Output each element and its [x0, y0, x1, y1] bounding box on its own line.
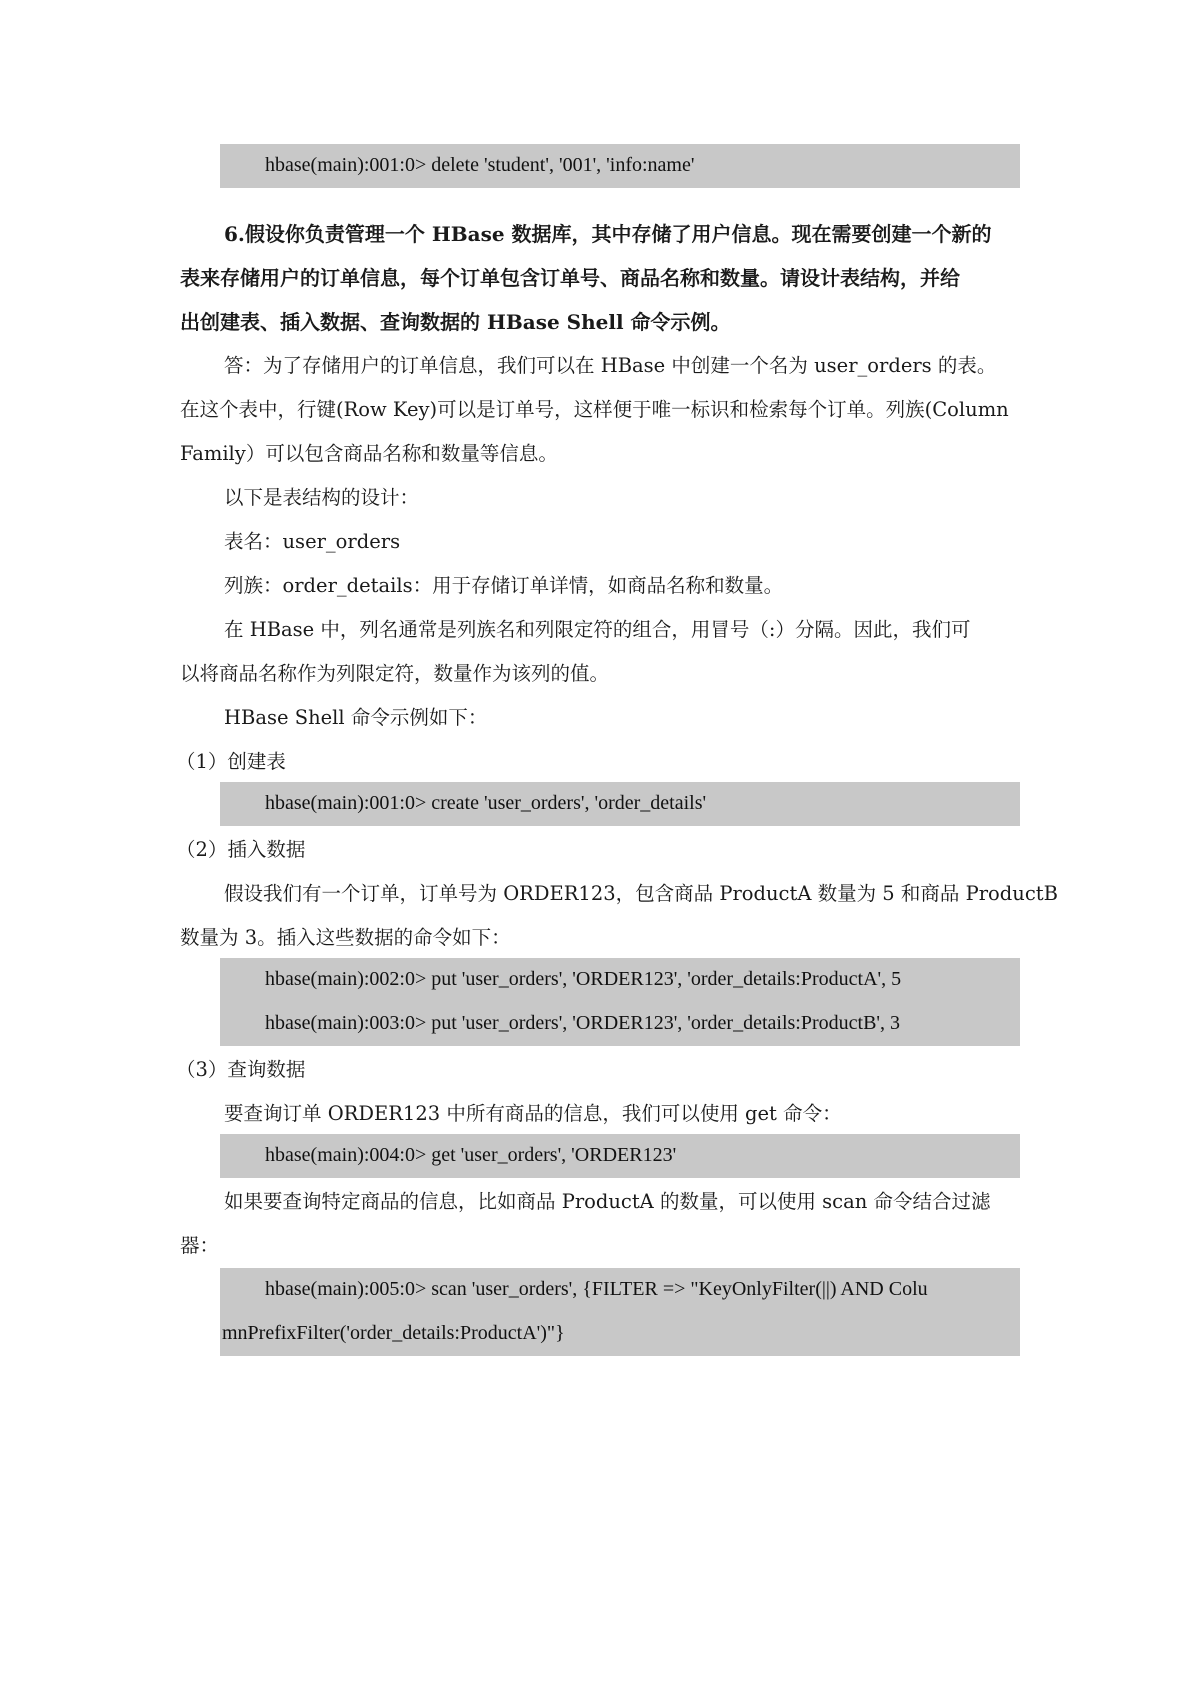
paragraph-2-line-2: 以将商品名称作为列限定符，数量作为该列的值。: [180, 662, 610, 685]
design-intro: 以下是表结构的设计：: [224, 486, 420, 509]
step-3-desc2-line-2: 器：: [180, 1234, 220, 1257]
step-3-heading: （3）查询数据: [176, 1058, 306, 1081]
step-3-desc2-line-1: 如果要查询特定商品的信息，比如商品 ProductA 的数量，可以使用 scan 命令结合过滤: [224, 1190, 991, 1213]
code-block-put: [220, 958, 1020, 1046]
step-2-desc-line-2: 数量为 3。插入这些数据的命令如下：: [180, 926, 511, 949]
step-1-heading: （1）创建表: [176, 750, 286, 773]
step-3-desc: 要查询订单 ORDER123 中所有商品的信息，我们可以使用 get 命令：: [224, 1102, 842, 1125]
question-line-3: 出创建表、插入数据、查询数据的 HBase Shell 命令示例。: [180, 310, 731, 334]
code-line: hbase(main):004:0> get 'user_orders', 'ORDER123': [265, 1144, 677, 1166]
paragraph-2-line-1: 在 HBase 中，列名通常是列族名和列限定符的组合，用冒号（:）分隔。因此，我们可: [224, 618, 971, 641]
code-block-scan: [220, 1268, 1020, 1356]
answer-line-3: Family）可以包含商品名称和数量等信息。: [180, 442, 558, 465]
shell-intro: HBase Shell 命令示例如下：: [224, 706, 488, 729]
question-line-1: 6.假设你负责管理一个 HBase 数据库，其中存储了用户信息。现在需要创建一个新的: [224, 222, 992, 246]
column-family: 列族：order_details：用于存储订单详情，如商品名称和数量。: [224, 574, 784, 597]
answer-line-2: 在这个表中，行键(Row Key)可以是订单号，这样便于唯一标识和检索每个订单。列族(Column: [180, 398, 1009, 421]
code-line: hbase(main):001:0> create 'user_orders', 'order_details': [265, 792, 707, 814]
code-block-get: [220, 1134, 1020, 1178]
code-block-create: [220, 782, 1020, 826]
table-name: 表名：user_orders: [224, 530, 401, 553]
code-line: hbase(main):001:0> delete 'student', '001', 'info:name': [265, 154, 695, 176]
code-line: mnPrefixFilter('order_details:ProductA')"}: [222, 1322, 565, 1344]
step-2-heading: （2）插入数据: [176, 838, 306, 861]
code-line: hbase(main):005:0> scan 'user_orders', {FILTER => "KeyOnlyFilter(||) AND Colu: [265, 1278, 928, 1300]
step-2-desc-line-1: 假设我们有一个订单，订单号为 ORDER123，包含商品 ProductA 数量为 5 和商品 ProductB: [224, 882, 1058, 905]
question-line-2: 表来存储用户的订单信息，每个订单包含订单号、商品名称和数量。请设计表结构，并给: [180, 266, 960, 290]
code-line: hbase(main):003:0> put 'user_orders', 'ORDER123', 'order_details:ProductB', 3: [265, 1012, 901, 1034]
code-line: hbase(main):002:0> put 'user_orders', 'ORDER123', 'order_details:ProductA', 5: [265, 968, 902, 990]
code-block-delete: [220, 144, 1020, 188]
answer-line-1: 答：为了存储用户的订单信息，我们可以在 HBase 中创建一个名为 user_orders 的表。: [224, 354, 997, 377]
